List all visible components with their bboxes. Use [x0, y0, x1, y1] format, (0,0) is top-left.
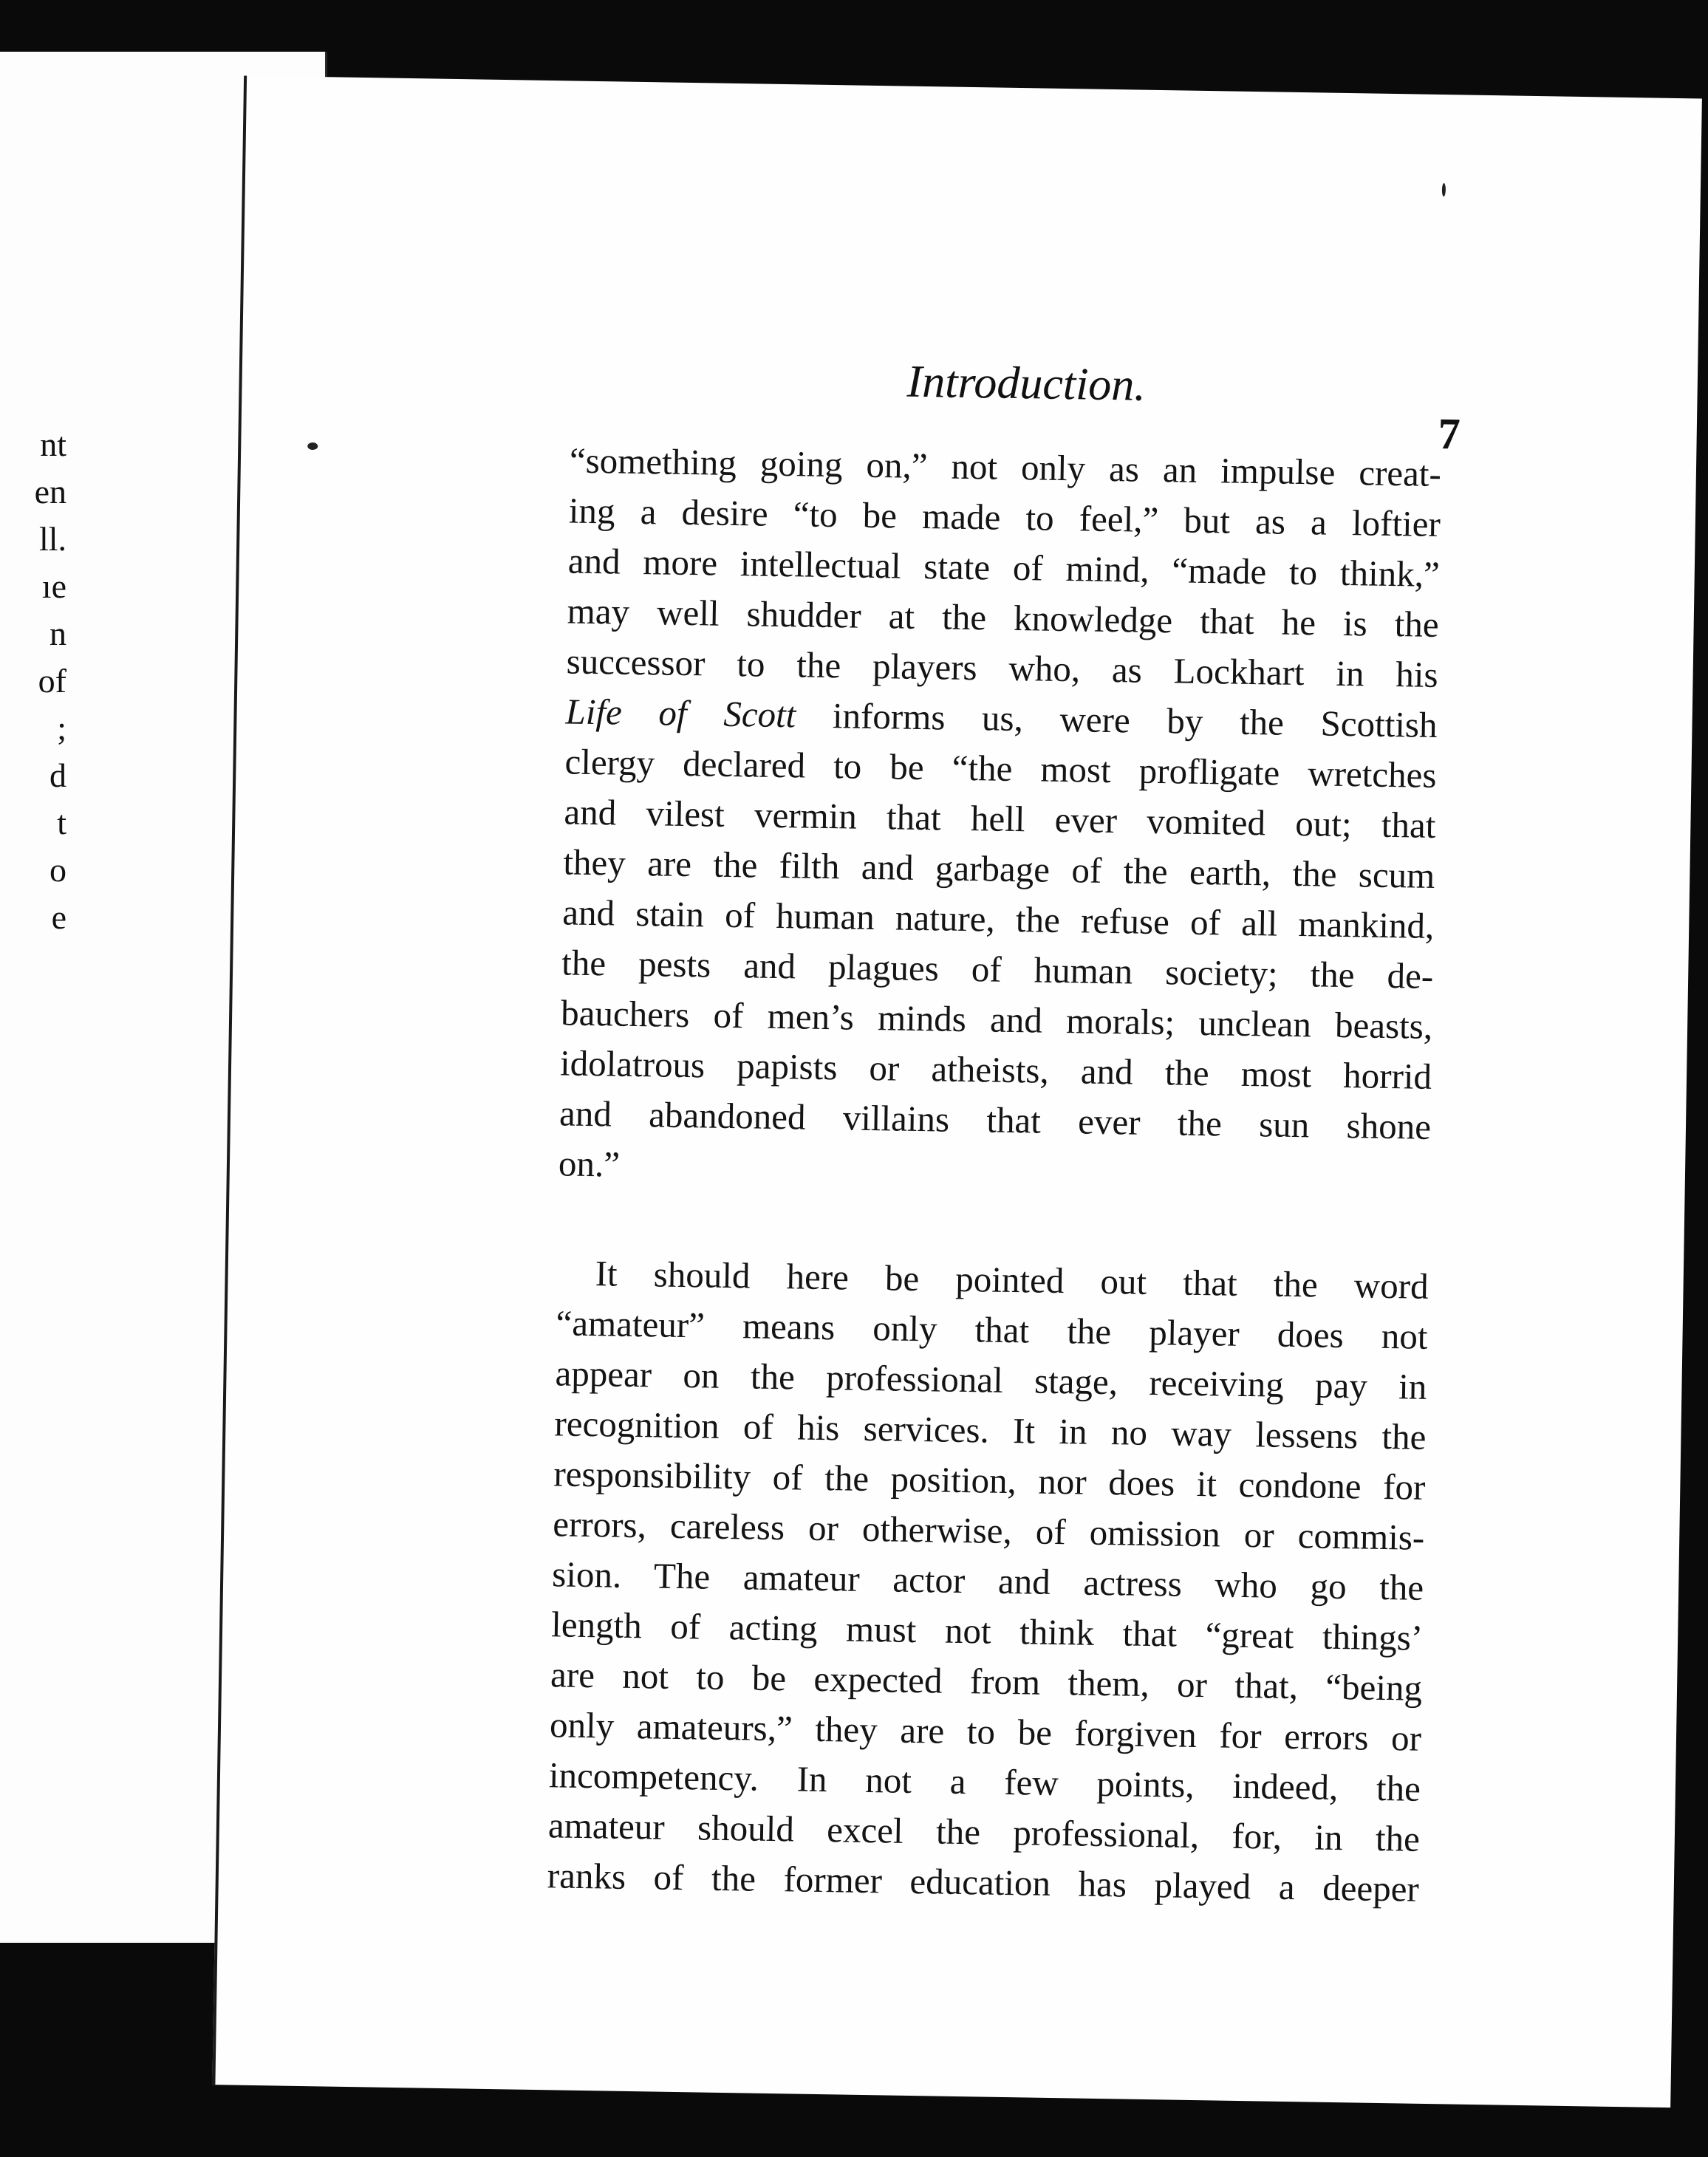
text-line: sion. The amateur actor and actress who go the	[551, 1553, 1424, 1608]
text-line: recognition of his services. It in no way lessens the	[554, 1403, 1427, 1457]
text-line: “amateur” means only that the player does not	[556, 1302, 1428, 1357]
text-line: ranks of the former education has played a deeper	[547, 1855, 1420, 1910]
text-line: amateur should excel the professional, for, in the	[547, 1805, 1421, 1859]
scan-speck	[1442, 183, 1446, 196]
left-fragment: d	[49, 756, 66, 794]
text-line: the pests and plagues of human society; the de-	[561, 942, 1434, 997]
text-line: and stain of human nature, the refuse of all mankind,	[561, 892, 1435, 946]
text-line: errors, careless or otherwise, of omission or commis-	[552, 1503, 1425, 1558]
page-number: 7	[1438, 409, 1461, 459]
text-line: and more intellectual state of mind, “made to think,”	[567, 540, 1441, 595]
text-line: “something going on,” not only as an impulse creat-	[569, 440, 1442, 495]
left-page-text-fragments	[0, 421, 66, 941]
text-line: idolatrous papists or atheists, and the most horrid	[559, 1042, 1432, 1097]
text-line: clergy declared to be “the most profligate wretches	[564, 741, 1437, 796]
left-fragment: of	[38, 662, 66, 700]
text-line: and abandoned villains that ever the sun shone	[558, 1093, 1432, 1147]
text-line: bauchers of men’s minds and morals; unclean beasts,	[560, 992, 1433, 1047]
text-line: are not to be expected from them, or that, “being	[550, 1654, 1423, 1709]
text-line: only amateurs,” they are to be forgiven for errors or	[549, 1704, 1422, 1759]
body-text	[547, 435, 1441, 1914]
text-line: responsibility of the position, nor does it condone for	[553, 1453, 1426, 1508]
text-line: and vilest vermin that hell ever vomited out; that	[564, 791, 1436, 846]
left-fragment: t	[57, 804, 66, 841]
left-fragment: n	[49, 615, 66, 652]
running-head: Introduction.	[906, 356, 1147, 411]
left-fragment: nt	[40, 425, 66, 463]
text-line: they are the filth and garbage of the earth, the scum	[563, 841, 1435, 896]
book-title: Life of Scott	[565, 691, 796, 736]
text-line: appear on the professional stage, receiving pay in	[555, 1353, 1427, 1407]
right-page	[212, 75, 1701, 2108]
text-line: on.”	[558, 1143, 621, 1185]
text-line: incompetency. In not a few points, indeed, the	[548, 1754, 1421, 1809]
text-line: ing a desire “to be made to feel,” but as a loftier	[568, 490, 1441, 545]
paragraph-2	[547, 1248, 1429, 1914]
scan-speck	[307, 442, 318, 450]
left-fragment: e	[51, 898, 66, 936]
left-fragment: ll.	[38, 520, 66, 558]
paragraph-1	[558, 435, 1442, 1202]
left-fragment: ıe	[41, 567, 66, 605]
text-line: length of acting must not think that “great things’	[550, 1604, 1424, 1658]
left-fragment: o	[49, 851, 66, 889]
text-line: may well shudder at the knowledge that he is the	[567, 590, 1440, 645]
text-line: Life of Scott informs us, were by the Scottish	[565, 691, 1438, 745]
left-fragment: en	[34, 473, 66, 510]
text-line: successor to the players who, as Lockhart in his	[566, 640, 1439, 695]
left-fragment: ;	[57, 709, 66, 747]
text-line: It should here be pointed out that the word	[595, 1253, 1429, 1307]
